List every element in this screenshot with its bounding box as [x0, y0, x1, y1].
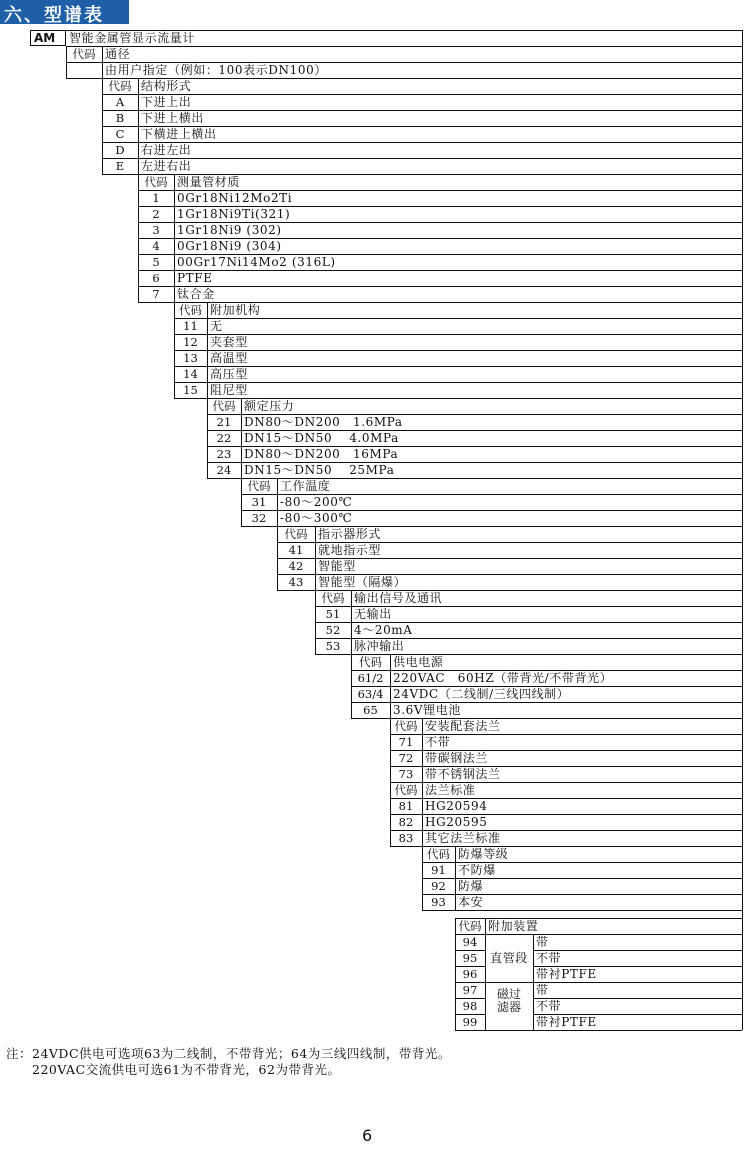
- header-code: 代码: [284, 527, 308, 541]
- rule-line: [66, 30, 742, 31]
- option-code: 7: [152, 287, 160, 301]
- option-code: 82: [398, 815, 414, 829]
- option-code: 32: [251, 511, 267, 525]
- option-code: 72: [398, 751, 414, 765]
- option-code: 96: [462, 967, 478, 981]
- option-label: 智能型: [318, 559, 356, 573]
- option-label: HG20595: [425, 815, 488, 829]
- option-label: 本安: [458, 895, 484, 909]
- option-code: 4: [152, 239, 160, 253]
- option-code: 13: [183, 351, 198, 365]
- option-label: 220VAC 60HZ（带背光/不带背光）: [393, 671, 613, 685]
- straight-pipe-label: 直管段: [490, 951, 528, 965]
- rule-line: [455, 918, 742, 919]
- rule-line: [102, 78, 742, 79]
- product-name: 智能金属管显示流量计: [69, 31, 196, 45]
- option-code: 98: [462, 999, 478, 1013]
- header-code: 代码: [72, 47, 96, 61]
- rule-line: [485, 1030, 533, 1031]
- option-code: 92: [431, 879, 446, 893]
- rule-line: [455, 1030, 485, 1031]
- option-code: 12: [183, 335, 198, 349]
- rule-line: [422, 910, 742, 911]
- option-label: -80～300℃: [280, 511, 353, 525]
- option-code: 99: [462, 1015, 478, 1029]
- option-label: 下横进上横出: [141, 127, 217, 141]
- option-code: 42: [288, 559, 304, 573]
- header-code: 代码: [394, 783, 418, 797]
- header-label-pressure: 额定压力: [244, 399, 295, 413]
- option-label: 高压型: [210, 367, 248, 381]
- option-code: 14: [183, 367, 198, 381]
- option-label: 3.6V锂电池: [393, 703, 461, 717]
- option-code: 2: [152, 207, 160, 221]
- option-code: 71: [398, 735, 414, 749]
- option-label: HG20594: [425, 799, 488, 813]
- option-label: 不带: [536, 999, 562, 1013]
- option-code: 43: [288, 575, 304, 589]
- option-label: 1Gr18Ni9 (302): [177, 223, 282, 237]
- option-code: 95: [462, 951, 478, 965]
- option-code: A: [115, 95, 125, 109]
- option-label: -80～200℃: [280, 495, 353, 509]
- header-code: 代码: [359, 655, 382, 669]
- option-code: 83: [398, 831, 414, 845]
- rule-line: [351, 654, 742, 655]
- option-code: 11: [183, 319, 198, 333]
- option-code: 5: [152, 255, 160, 269]
- option-label: 00Gr17Ni14Mo2 (316L): [177, 255, 336, 269]
- option-label: DN15～DN50 25MPa: [244, 463, 395, 477]
- option-code: 41: [288, 543, 304, 557]
- option-label: 高温型: [210, 351, 248, 365]
- option-code: D: [115, 143, 125, 157]
- option-label: 带: [536, 983, 549, 997]
- option-label: 无: [210, 319, 223, 333]
- rule-line: [422, 846, 742, 847]
- option-label: 夹套型: [210, 335, 248, 349]
- option-label: 带衬PTFE: [536, 1015, 597, 1029]
- option-label: 4～20mA: [354, 623, 413, 637]
- rule-line: [533, 1030, 742, 1031]
- header-label-indicator: 指示器形式: [318, 527, 382, 541]
- option-code: 6: [152, 271, 160, 285]
- rule-line: [315, 590, 742, 591]
- page-number: 6: [362, 1126, 373, 1145]
- option-code: 3: [152, 223, 160, 237]
- option-label: 带: [536, 935, 549, 949]
- rule-line: [533, 934, 534, 1030]
- option-code: C: [115, 127, 125, 141]
- rule-line: [207, 398, 742, 399]
- option-label: 不带: [536, 951, 562, 965]
- option-label: 由用户指定（例如：100表示DN100）: [105, 63, 327, 77]
- header-label-flange_standard: 法兰标准: [425, 783, 476, 797]
- option-label: DN80～DN200 16MPa: [244, 447, 399, 461]
- model-code: AM: [30, 30, 66, 46]
- rule-line: [455, 918, 456, 1030]
- option-label: 脉冲输出: [354, 639, 405, 653]
- option-label: DN15～DN50 4.0MPa: [244, 431, 399, 445]
- option-code: [66, 62, 102, 78]
- header-label-explosion: 防爆等级: [458, 847, 509, 861]
- option-label: 防爆: [458, 879, 484, 893]
- option-code: B: [115, 111, 125, 125]
- header-label-device: 附加装置: [488, 919, 539, 933]
- header-code: 代码: [108, 79, 132, 93]
- option-code: 52: [325, 623, 341, 637]
- option-code: 15: [183, 383, 198, 397]
- option-label: 智能型（隔爆）: [318, 575, 407, 589]
- option-code: 63/4: [357, 687, 384, 701]
- section-title: 六、型谱表: [4, 5, 104, 26]
- option-label: 下进上出: [141, 95, 192, 109]
- rule-line: [66, 46, 742, 47]
- note-line-1: 注：24VDC供电可选项63为二线制，不带背光；64为三线四线制，带背光。: [6, 1046, 451, 1061]
- option-code: 93: [431, 895, 446, 909]
- option-code: 53: [325, 639, 341, 653]
- header-label-flange: 安装配套法兰: [425, 719, 501, 733]
- rule-line: [241, 478, 742, 479]
- option-code: 81: [398, 799, 414, 813]
- option-label: 1Gr18Ni9Ti(321): [177, 207, 291, 221]
- header-code: 代码: [212, 399, 236, 413]
- magnetic-filter-label: 磁过 滤器: [497, 987, 522, 1014]
- option-label: 不防爆: [458, 863, 496, 877]
- option-code: 21: [216, 415, 232, 429]
- option-label: 其它法兰标准: [425, 831, 501, 845]
- option-code: 65: [363, 703, 378, 717]
- option-label: 带衬PTFE: [536, 967, 597, 981]
- rule-line: [485, 918, 486, 1030]
- option-label: 0Gr18Ni9 (304): [177, 239, 282, 253]
- header-code: 代码: [394, 719, 418, 733]
- option-label: DN80～DN200 1.6MPa: [244, 415, 403, 429]
- note-line-2: 220VAC交流供电可选61为不带背光，62为带背光。: [6, 1062, 341, 1077]
- option-code: 24: [216, 463, 232, 477]
- option-label: 0Gr18Ni12Mo2Ti: [177, 191, 293, 205]
- option-code: 31: [251, 495, 267, 509]
- header-code: 代码: [321, 591, 345, 605]
- header-code: 代码: [144, 175, 168, 189]
- header-label-output: 输出信号及通讯: [354, 591, 443, 605]
- option-label: 无输出: [354, 607, 392, 621]
- option-label: 不带: [425, 735, 451, 749]
- option-label: 下进上横出: [141, 111, 205, 125]
- option-label: 阻尼型: [210, 383, 248, 397]
- rule-line: [390, 718, 742, 719]
- option-label: 右进左出: [141, 143, 192, 157]
- rule-line: [742, 30, 743, 1030]
- header-label-power: 供电电源: [393, 655, 444, 669]
- option-label: 钛合金: [177, 287, 215, 301]
- rule-line: [174, 302, 742, 303]
- rule-line: [390, 782, 742, 783]
- option-code: 94: [462, 935, 478, 949]
- option-code: E: [115, 159, 125, 173]
- option-label: 24VDC（二线制/三线四线制）: [393, 687, 570, 701]
- header-code: 代码: [247, 479, 271, 493]
- option-code: 1: [152, 191, 160, 205]
- option-code: 61/2: [357, 671, 384, 685]
- option-label: 就地指示型: [318, 543, 382, 557]
- header-label-mechanism: 附加机构: [210, 303, 261, 317]
- option-code: 91: [431, 863, 446, 877]
- header-label-structure: 结构形式: [141, 79, 192, 93]
- option-label: 带不锈钢法兰: [425, 767, 501, 781]
- rule-line: [277, 526, 742, 527]
- header-code: 代码: [179, 303, 202, 317]
- header-label-temperature: 工作温度: [280, 479, 331, 493]
- rule-line: [138, 174, 742, 175]
- option-label: 带碳钢法兰: [425, 751, 489, 765]
- header-label-diameter: 通径: [105, 47, 131, 61]
- header-code: 代码: [427, 847, 450, 861]
- option-code: 73: [398, 767, 414, 781]
- option-code: 23: [216, 447, 232, 461]
- option-label: 左进右出: [141, 159, 192, 173]
- option-code: 22: [216, 431, 232, 445]
- option-code: 51: [325, 607, 341, 621]
- option-label: PTFE: [177, 271, 213, 285]
- rule-line: [485, 982, 533, 983]
- option-code: 97: [462, 983, 478, 997]
- header-code: 代码: [458, 919, 482, 933]
- header-label-material: 测量管材质: [177, 175, 241, 189]
